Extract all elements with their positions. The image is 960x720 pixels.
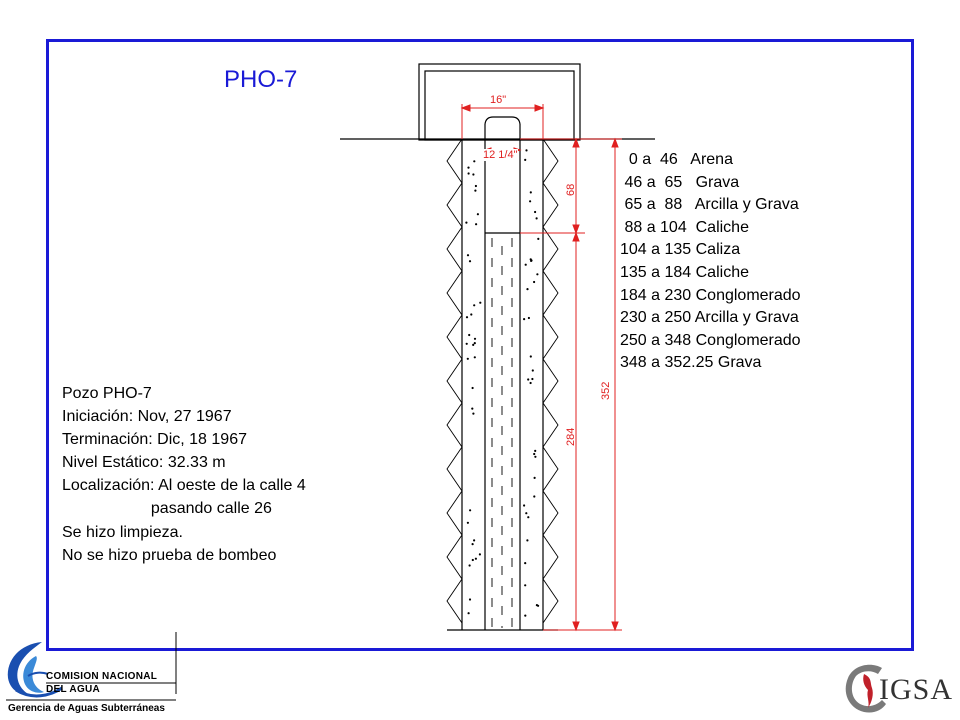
gravel-particle <box>472 344 474 346</box>
gravel-particle <box>474 342 476 344</box>
strata-row: 46 a 65 Grava <box>620 173 740 191</box>
gravel-particle <box>532 369 534 371</box>
gravel-particle <box>533 281 535 283</box>
gravel-particle <box>469 509 471 511</box>
gravel-particle <box>531 378 533 380</box>
gravel-particle <box>466 343 468 345</box>
well-info <box>62 382 306 567</box>
gravel-particle <box>472 413 474 415</box>
gravel-particle <box>469 598 471 600</box>
outer-diameter-label: 16" <box>490 94 507 106</box>
gravel-particle <box>530 260 532 262</box>
gravel-particle <box>474 356 476 358</box>
gravel-particle <box>525 512 527 514</box>
total-depth-label: 352 <box>600 381 612 400</box>
gravel-particle <box>467 358 469 360</box>
gravel-particle <box>469 564 471 566</box>
strata-row: 0 a 46 Arena <box>620 151 733 168</box>
gravel-particle <box>472 387 474 389</box>
casing-pipe <box>485 117 520 630</box>
info-line: Terminación: Dic, 18 1967 <box>62 431 247 449</box>
org-subtitle: Gerencia de Aguas Subterráneas <box>8 703 165 714</box>
gravel-particle <box>474 190 476 192</box>
gravel-particle <box>467 167 469 169</box>
gravel-particle <box>534 456 536 458</box>
gravel-particle <box>536 273 538 275</box>
gravel-particle <box>523 318 525 320</box>
info-line: pasando calle 26 <box>62 500 272 518</box>
info-line: Localización: Al oeste de la calle 4 <box>62 477 306 495</box>
strata-row: 65 a 88 Arcilla y Grava <box>620 196 799 214</box>
gravel-particle <box>524 615 526 617</box>
gravel-particle <box>472 543 474 545</box>
info-line: Pozo PHO-7 <box>62 385 152 402</box>
gravel-particle <box>479 302 481 304</box>
gravel-particle <box>468 334 470 336</box>
strata-list <box>620 149 801 375</box>
org-name-line1: COMISION NACIONAL <box>46 671 158 682</box>
gravel-particle <box>474 338 476 340</box>
gravel-particle <box>473 160 475 162</box>
info-line: No se hizo prueba de bombeo <box>62 546 277 564</box>
gravel-particle <box>528 317 530 319</box>
strata-row: 230 a 250 Arcilla y Grava <box>620 309 799 327</box>
gravel-particle <box>524 584 526 586</box>
gravel-particle <box>467 522 469 524</box>
inner-diameter-label: 12 1/4" <box>483 149 518 161</box>
gravel-particle <box>527 378 529 380</box>
gravel-particle <box>527 516 529 518</box>
gravel-particle <box>530 355 532 357</box>
gravel-particle <box>466 316 468 318</box>
screen-slots <box>492 238 512 628</box>
gravel-particle <box>525 264 527 266</box>
gravel-particle <box>534 450 536 452</box>
gravel-particle <box>524 562 526 564</box>
strata-row: 250 a 348 Conglomerado <box>620 331 801 349</box>
strata-row: 135 a 184 Caliche <box>620 263 749 281</box>
gravel-particle <box>526 288 528 290</box>
info-line: Iniciación: Nov, 27 1967 <box>62 408 232 426</box>
gravel-particle <box>537 238 539 240</box>
gravel-particle <box>530 382 532 384</box>
gravel-particle <box>469 260 471 262</box>
gravel-particle <box>470 313 472 315</box>
gravel-particle <box>529 200 531 202</box>
gravel-particle <box>534 477 536 479</box>
gravel-particle <box>536 217 538 219</box>
outer-diameter-dimension <box>462 104 543 139</box>
gravel-particle <box>473 304 475 306</box>
strata-row: 88 a 104 Caliche <box>620 218 749 236</box>
gravel-particle <box>534 211 536 213</box>
gravel-particle <box>533 453 535 455</box>
gravel-particle <box>524 159 526 161</box>
gravel-particle <box>479 553 481 555</box>
conagua-logo <box>2 630 182 710</box>
gravel-particle <box>475 185 477 187</box>
gravel-particle <box>475 558 477 560</box>
gravel-particle <box>472 173 474 175</box>
gravel-particle <box>533 495 535 497</box>
strata-row: 348 a 352.25 Grava <box>620 354 762 372</box>
blank-depth-label: 68 <box>565 183 577 196</box>
gravel-particle <box>472 559 474 561</box>
gravel-particle <box>473 539 475 541</box>
gravel-particle <box>475 223 477 225</box>
gravel-particle <box>523 504 525 506</box>
gravel-particle <box>477 213 479 215</box>
gravel-particle <box>530 191 532 193</box>
gravel-particle <box>525 149 527 151</box>
page-title: PHO-7 <box>224 66 298 93</box>
igsa-logo-text: IGSA <box>879 673 954 706</box>
screen-depth-label: 284 <box>565 427 577 446</box>
gravel-particle <box>468 612 470 614</box>
gravel-particle <box>468 172 470 174</box>
gravel-particle <box>471 408 473 410</box>
strata-row: 184 a 230 Conglomerado <box>620 286 801 304</box>
gravel-particle <box>465 222 467 224</box>
formation-hatch <box>447 139 558 623</box>
info-line: Nivel Estático: 32.33 m <box>62 454 226 472</box>
gravel-particle <box>536 604 538 606</box>
gravel-particle <box>467 254 469 256</box>
borehole-walls <box>447 139 558 630</box>
strata-row: 104 a 135 Caliza <box>620 241 741 259</box>
info-line: Se hizo limpieza. <box>62 523 183 541</box>
org-name-line2: DEL AGUA <box>46 684 101 695</box>
gravel-particle <box>526 539 528 541</box>
